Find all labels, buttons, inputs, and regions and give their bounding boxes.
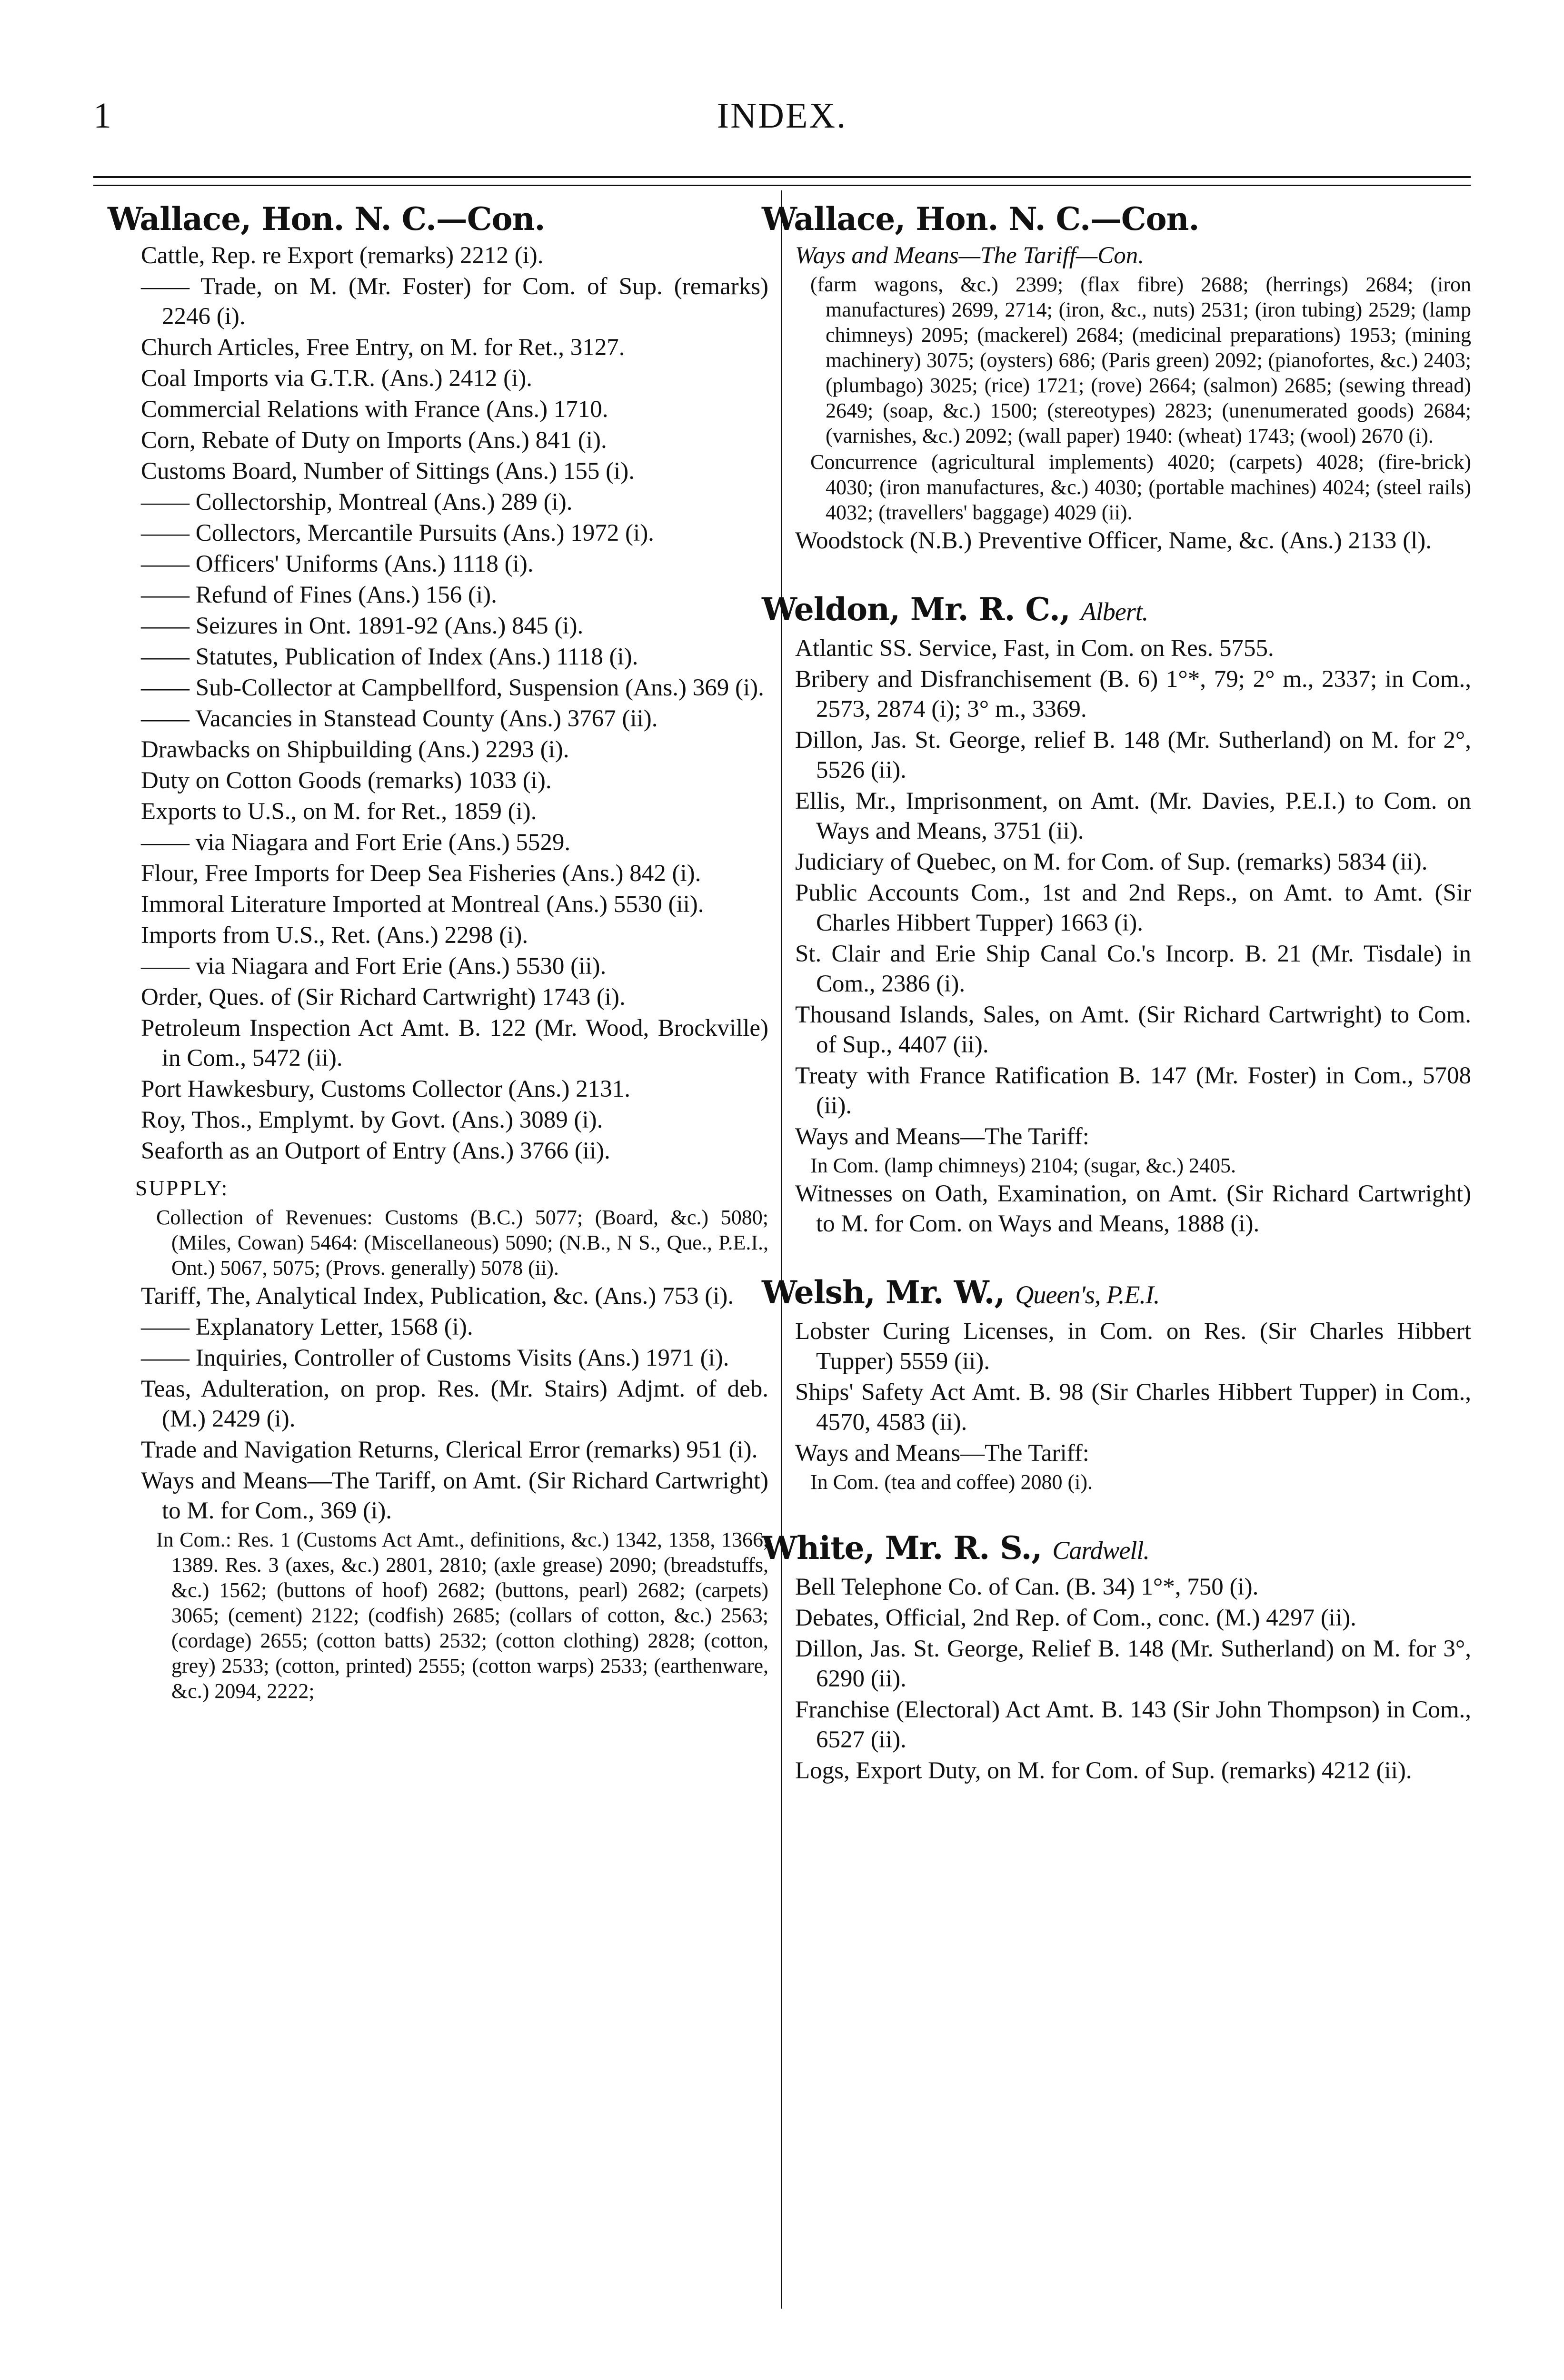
index-item: Seaforth as an Outport of Entry (Ans.) 3766 (ii). — [141, 1138, 610, 1164]
index-item: Public Accounts Com., 1st and 2nd Reps., on Amt. to Amt. (Sir Charles Hibbert Tupper) 1663 (i). — [795, 880, 1471, 936]
index-item: Ways and Means—The Tariff: — [795, 1440, 1089, 1467]
woodstock-item: Woodstock (N.B.) Preventive Officer, Name, &c. (Ans.) 2133 (l). — [795, 527, 1432, 554]
entry-heading-white — [762, 1529, 1471, 1569]
index-item: Roy, Thos., Emplymt. by Govt. (Ans.) 3089 (i). — [141, 1107, 603, 1133]
weldon-items — [795, 634, 1471, 1239]
welsh-items — [795, 1317, 1471, 1495]
left-column — [108, 200, 768, 1705]
ways-heading — [795, 241, 1471, 271]
index-item: —— Refund of Fines (Ans.) 156 (i). — [141, 582, 497, 608]
index-item: In Com. (tea and coffee) 2080 (i). — [810, 1470, 1093, 1494]
block-gap — [795, 1496, 1471, 1529]
left-items-after — [141, 1281, 768, 1526]
index-item: —— Inquiries, Controller of Customs Visits (Ans.) 1971 (i). — [141, 1345, 729, 1371]
index-item: Judiciary of Quebec, on M. for Com. of Sup. (remarks) 5834 (ii). — [795, 849, 1428, 875]
index-item: Corn, Rebate of Duty on Imports (Ans.) 841 (i). — [141, 427, 607, 454]
index-item: —— Collectors, Mercantile Pursuits (Ans.) 1972 (i). — [141, 520, 654, 546]
index-item: St. Clair and Erie Ship Canal Co.'s Incorp. B. 21 (Mr. Tisdale) in Com., 2386 (i). — [795, 941, 1471, 997]
index-item: Tariff, The, Analytical Index, Publication, &c. (Ans.) 753 (i). — [141, 1283, 734, 1309]
index-item: Franchise (Electoral) Act Amt. B. 143 (Sir John Thompson) in Com., 6527 (ii). — [795, 1696, 1471, 1753]
index-item: Dillon, Jas. St. George, Relief B. 148 (Mr. Sutherland) on M. for 3°, 6290 (ii). — [795, 1636, 1471, 1692]
index-item: Debates, Official, 2nd Rep. of Com., conc. (M.) 4297 (ii). — [795, 1605, 1356, 1631]
index-item: Bribery and Disfranchisement (B. 6) 1°*, 79; 2° m., 2337; in Com., 2573, 2874 (i); 3° m., 3369. — [795, 666, 1471, 723]
page-title: INDEX. — [717, 96, 847, 136]
index-item: Ships' Safety Act Amt. B. 98 (Sir Charles Hibbert Tupper) in Com., 4570, 4583 (ii). — [795, 1379, 1471, 1436]
in-com-item: In Com.: Res. 1 (Customs Act Amt., definitions, &c.) 1342, 1358, 1366, 1389. Res. 3 (axes, &c.) 2801, 2810; (axle grease) 2090; (breadstuffs, &c.) 1562; (buttons of hoof) 2682; (buttons, pearl) 2682; (carpets) 3065; (cement) 2122; (codfish) 2685; (collars of cotton, &c.) 2563; (cordage) 2655; (cotton batts) 2532; (cotton clothing) 2828; (cotton, grey) 2533; (cotton, printed) 2555; (cotton warps) 2533; (earthenware, &c.) 2094, 2222; — [156, 1528, 768, 1703]
index-item: Commercial Relations with France (Ans.) 1710. — [141, 396, 608, 423]
index-item: In Com. (lamp chimneys) 2104; (sugar, &c.) 2405. — [810, 1154, 1236, 1177]
index-item: Drawbacks on Shipbuilding (Ans.) 2293 (i). — [141, 736, 569, 763]
member-name: White, Mr. R. S., — [762, 1529, 1042, 1567]
header-rule-bottom — [93, 185, 1471, 186]
index-item: Customs Board, Number of Sittings (Ans.) 155 (i). — [141, 458, 635, 485]
index-item: Logs, Export Duty, on M. for Com. of Sup. (remarks) 4212 (ii). — [795, 1757, 1412, 1784]
entry-heading: Wallace, Hon. N. C.—Con. — [108, 200, 545, 238]
index-item: —— Seizures in Ont. 1891-92 (Ans.) 845 (i). — [141, 613, 584, 639]
supply-heading: SUPPLY: — [135, 1176, 229, 1200]
index-item: Ways and Means—The Tariff: — [795, 1123, 1089, 1150]
index-item: Bell Telephone Co. of Can. (B. 34) 1°*, 750 (i). — [795, 1574, 1259, 1600]
index-item: —— Statutes, Publication of Index (Ans.) 1118 (i). — [141, 644, 638, 670]
index-item: Ways and Means—The Tariff, on Amt. (Sir Richard Cartwright) to M. for Com., 369 (i). — [141, 1468, 768, 1524]
index-item: Flour, Free Imports for Deep Sea Fisheries (Ans.) 842 (i). — [141, 860, 701, 887]
index-item: —— Sub-Collector at Campbellford, Suspension (Ans.) 369 (i). — [141, 674, 764, 701]
index-item: Cattle, Rep. re Export (remarks) 2212 (i). — [141, 242, 544, 269]
index-item: —— via Niagara and Fort Erie (Ans.) 5529. — [141, 829, 571, 856]
white-items — [795, 1572, 1471, 1786]
supply-item: Collection of Revenues: Customs (B.C.) 5077; (Board, &c.) 5080; (Miles, Cowan) 5464: (Miscellaneous) 5090; (N.B., N S., Que., P.E.I., Ont.) 5067, 5075; (Provs. generally) 5078 (ii). — [156, 1206, 768, 1279]
index-item: Trade and Navigation Returns, Clerical Error (remarks) 951 (i). — [141, 1437, 758, 1463]
right-column — [762, 200, 1471, 1787]
index-item: Lobster Curing Licenses, in Com. on Res. (Sir Charles Hibbert Tupper) 5559 (ii). — [795, 1318, 1471, 1375]
member-name: Weldon, Mr. R. C., — [762, 591, 1070, 628]
header-rule-top — [93, 176, 1471, 178]
member-riding: Queen's, P.E.I. — [1015, 1280, 1160, 1309]
index-item: Petroleum Inspection Act Amt. B. 122 (Mr. Wood, Brockville) in Com., 5472 (ii). — [141, 1015, 768, 1071]
ways-heading-text: Ways and Means—The Tariff—Con. — [795, 242, 1145, 269]
index-item: Imports from U.S., Ret. (Ans.) 2298 (i). — [141, 922, 528, 949]
ways-detail: (farm wagons, &c.) 2399; (flax fibre) 2688; (herrings) 2684; (iron manufactures) 2699, 2714; (iron, &c., nuts) 2531; (iron tubing) 2529; (lamp chimneys) 2095; (mackerel) 2684; (medicinal preparations) 1953; (mining machinery) 3075; (oysters) 686; (Paris green) 2092; (pianofortes, &c.) 2403; (plumbago) 3025; (rice) 1721; (rove) 2664; (salmon) 2685; (sewing thread) 2649; (soap, &c.) 1500; (stereotypes) 2823; (unenumerated goods) 2684; (varnishes, &c.) 2092; (wall paper) 1940: (wheat) 1743; (wool) 2670 (i). — [810, 273, 1471, 447]
entry-heading-weldon — [762, 590, 1471, 631]
index-item: Order, Ques. of (Sir Richard Cartwright) 1743 (i). — [141, 984, 626, 1011]
index-item: Ellis, Mr., Imprisonment, on Amt. (Mr. Davies, P.E.I.) to Com. on Ways and Means, 3751 (ii). — [795, 788, 1471, 844]
index-item: Exports to U.S., on M. for Ret., 1859 (i). — [141, 798, 537, 825]
concurrence-item: Concurrence (agricultural implements) 4020; (carpets) 4028; (fire-brick) 4030; (iron manufactures, &c.) 4030; (portable machines) 4024; (steel rails) 4032; (travellers' baggage) 4029 (ii). — [810, 450, 1471, 524]
index-item: Immoral Literature Imported at Montreal (Ans.) 5530 (ii). — [141, 891, 704, 918]
index-item: Duty on Cotton Goods (remarks) 1033 (i). — [141, 767, 552, 794]
index-item: Witnesses on Oath, Examination, on Amt. (Sir Richard Cartwright) to M. for Com. on Ways and Means, 1888 (i). — [795, 1180, 1471, 1237]
index-item: Coal Imports via G.T.R. (Ans.) 2412 (i). — [141, 365, 533, 392]
member-riding: Albert. — [1080, 597, 1148, 626]
index-item: —— Vacancies in Stanstead County (Ans.) 3767 (ii). — [141, 705, 658, 732]
index-item: Port Hawkesbury, Customs Collector (Ans.) 2131. — [141, 1076, 630, 1102]
index-item: Dillon, Jas. St. George, relief B. 148 (Mr. Sutherland) on M. for 2°, 5526 (ii). — [795, 727, 1471, 783]
index-item: Teas, Adulteration, on prop. Res. (Mr. Stairs) Adjmt. of deb. (M.) 2429 (i). — [141, 1376, 768, 1432]
column-divider — [781, 190, 782, 2309]
index-item: Church Articles, Free Entry, on M. for Ret., 3127. — [141, 334, 625, 361]
index-item: Thousand Islands, Sales, on Amt. (Sir Richard Cartwright) to Com. of Sup., 4407 (ii). — [795, 1002, 1471, 1058]
index-item: —— Collectorship, Montreal (Ans.) 289 (i). — [141, 489, 573, 516]
block-gap — [795, 1240, 1471, 1273]
entry-heading-welsh — [762, 1273, 1471, 1314]
page-header — [93, 95, 1471, 148]
page-number: 1 — [93, 96, 111, 136]
index-item: —— Officers' Uniforms (Ans.) 1118 (i). — [141, 551, 534, 577]
left-items — [141, 241, 768, 1166]
index-item: —— Explanatory Letter, 1568 (i). — [141, 1314, 473, 1340]
block-gap — [795, 557, 1471, 590]
index-item: Treaty with France Ratification B. 147 (Mr. Foster) in Com., 5708 (ii). — [795, 1062, 1471, 1119]
entry-heading-wallace: Wallace, Hon. N. C.—Con. — [762, 200, 1199, 238]
index-item: —— Trade, on M. (Mr. Foster) for Com. of Sup. (remarks) 2246 (i). — [141, 273, 768, 330]
member-riding: Cardwell. — [1052, 1536, 1149, 1565]
index-item: Atlantic SS. Service, Fast, in Com. on Res. 5755. — [795, 635, 1274, 662]
index-item: —— via Niagara and Fort Erie (Ans.) 5530 (ii). — [141, 953, 607, 980]
member-name: Welsh, Mr. W., — [762, 1274, 1005, 1311]
